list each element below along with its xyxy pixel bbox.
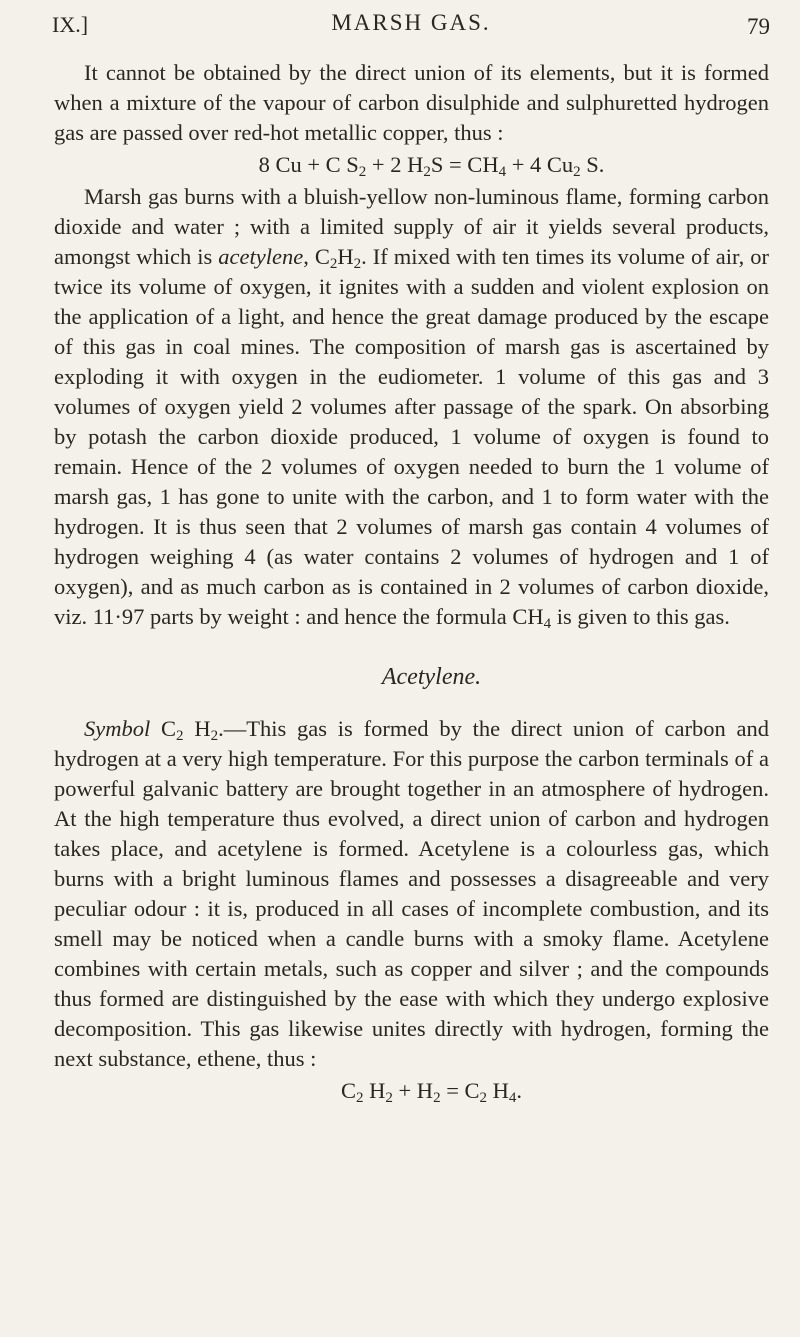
page-body (54, 58, 769, 1108)
term-acetylene: acetylene (218, 244, 304, 269)
paragraph-1: It cannot be obtained by the direct union of its elements, but it is formed when a mixture of the vapour of carbon disulphide and sulphuretted hydrogen gas are passed over red-hot metallic copper, thus : (54, 60, 769, 145)
equation-copper-reaction: 8 Cu + C $S_2 + 2$ $H_2S = CH_4 + 4$ $Cu_2$ S. (258, 152, 605, 180)
running-header (52, 6, 770, 46)
paragraph-2: Marsh gas burns with a bluish-yellow non-luminous flame, forming carbon dioxide and water ; with a limited supply of air it yields several products, amongst which is acetylene, $C_2H_2$. If mixed with ten times its volume of air, or twice its volume of oxygen, it ignites with a sudden and violent explosion on the application of a light, and hence the great damage produced by the escape of this gas in coal mines. The composition of marsh gas is ascertained by exploding it with oxygen in the eudiometer. 1 volume of this gas and 3 volumes of oxygen yield 2 volumes after passage of the spark. On absorbing by potash the carbon dioxide produced, 1 volume of oxygen is found to remain. Hence of the 2 volumes of oxygen needed to burn the 1 volume of marsh gas, 1 has gone to unite with the carbon, and 1 to form water with the hydrogen. It is thus seen that 2 volumes of marsh gas contain 4 volumes of hydrogen weighing 4 (as water contains 2 volumes of hydrogen and 1 of oxygen), and as much carbon as is contained in 2 volumes of carbon dioxide, viz. 11·97 parts by weight : and hence the formula $CH_4$ is given to this gas. (54, 184, 769, 632)
chapter-marker: IX.] (52, 12, 89, 37)
section-heading: Acetylene. (381, 664, 482, 690)
paragraph-3: Symbol $C_2$ $H_2.—This$ gas is formed by the direct union of carbon and hydrogen at a very high temperature. For this purpose the carbon terminals of a powerful galvanic battery are brought together in an atmosphere of hydrogen. At the high temperature thus evolved, a direct union of carbon and hydrogen takes place, and acetylene is formed. Acetylene is a colourless gas, which burns with a bright luminous flames and possesses a disagreeable and very peculiar odour : it is, produced in all cases of incomplete combustion, and its smell may be noticed when a candle burns with a smoky flame. Acetylene combines with certain metals, such as copper and silver ; and the compounds thus formed are distinguished by the ease with which they undergo explosive decomposition. This gas likewise unites directly with hydrogen, forming the next substance, ethene, thus : (54, 716, 769, 1071)
running-title: MARSH GAS. (331, 10, 491, 35)
equation-ethene-formation: $C_2$ $H_2 + H_2 = C_2$ $H_4$. (340, 1078, 523, 1106)
page-number: 79 (747, 14, 770, 39)
term-symbol: Symbol (84, 716, 151, 741)
